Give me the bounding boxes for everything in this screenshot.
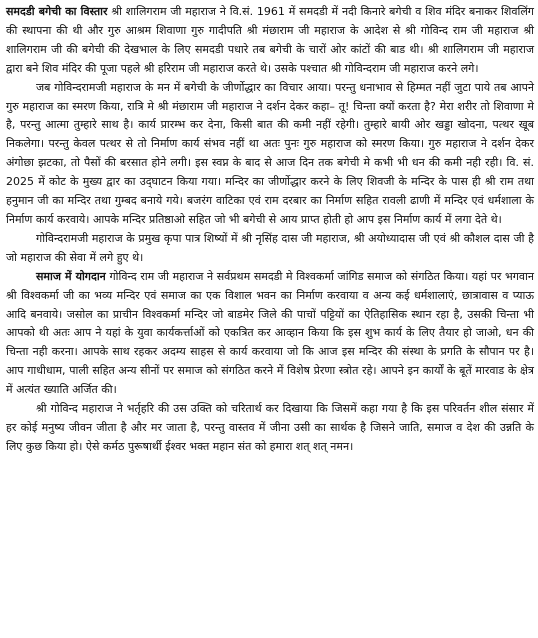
- section-heading-bagechi-vistar: समदडी बगेची का विस्तार: [6, 5, 108, 18]
- section-heading-samaj-yogdan: समाज में योगदान: [36, 269, 106, 283]
- paragraph-text: गोविन्दरामजी महाराज के प्रमुख कृपा पात्र शिष्यों में श्री नृसिंह दास जी महाराज, श्री अयोध्यादास जी एवं श्री कौशल दास जी है जो महाराज की सेवा में लगे हुए थे।: [6, 231, 534, 264]
- paragraph-jirnoddhar: [6, 79, 534, 230]
- paragraph-bhartrihari: [6, 400, 534, 457]
- paragraph-samaj-yogdan: [6, 268, 534, 400]
- paragraph-text: श्री गोविन्द महाराज ने भर्तृहरि की उस उक्ति को चरितार्थ कर दिखाया कि जिसमें कहा गया है कि इस परिवर्तन शील संसार में हर कोई मनुष्य जीवन जीता है और मर जाता है, परन्तु वास्तव में जीना उसी का सार्थक है जिसने जाति, समाज व देश की उन्नति के लिए कुछ किया हो। ऐसे कर्मठ पुरूषार्थी ईश्वर भक्त महान संत को हमारा शत् शत् नमन।: [6, 402, 534, 453]
- paragraph-text: श्री शालिगराम जी महाराज ने वि.सं. 1961 में समदडी में नदी किनारे बगेची व शिव मंदिर बनाकर शिवलिंग की स्थापना की थी और गुरु आश्रम शिवाणा गुरु गादीपति श्री मंछाराम जी महाराज के आदेश से श्री गोविन्द राम जी महाराज श्री शालिगराम जी की बगेची की देखभाल के लिए समदडी पधारे तब बगेची के चारों ओर कांटों की बाड थी। श्री शालिगराम जी महाराज द्वारा बने शिव मंदिर की पूजा पहले श्री हरिराम जी महाराज करते थे। उसके पश्चात श्री गोविन्दराम जी महाराज करने लगे।: [6, 5, 534, 75]
- paragraph-samdadi-bagechi: [6, 3, 534, 79]
- paragraph-text: गोविन्द राम जी महाराज ने सर्वप्रथम समदडी मे विश्वकर्मा जांगिड समाज को संगठित किया। यहां पर भगवान श्री विश्वकर्मा जी का भव्य मन्दिर एवं समाज का एक विशाल भवन का निर्माण करवाया व अन्य कई धर्मशालाएं, छात्रावास व प्याऊ आदि बनवाये। जसोल का प्राचीन विश्वकर्मा मन्दिर जो बाडमेर जिले की पाचों पट्टियों का ऐतिहासिक स्थान रहा है, उसकी चिन्ता भी आपको थी अतः आप ने यहां के युवा कार्यकर्त्ताओं को एकत्रित कर आव्हान किया कि इस शुभ कार्य के लिए तैयार हो जाओ, धन की चिन्ता नही करना। आपके साथ रहकर अदम्य साहस से कार्य करवाया जो कि आज इस मन्दिर की संस्था के प्रगति के सौपान पर है। आप गाधीधाम, पाली सहित अन्य सीनों पर समाज को संगठित करने में विशेष प्रेरणा स्त्रोत रहे। आपने इन कार्यों के बूतें मारवाड के क्षेत्र में अत्यंत ख्याति अर्जित की।: [6, 269, 534, 397]
- paragraph-text: जब गोविन्दरामजी महाराज के मन में बगेची के जीर्णोद्धार का विचार आया। परन्तु धनाभाव से हिम्मत नहीं जुटा पाये तब आपने गुरु महाराज का स्मरण किया, रात्रि मे श्री मंछाराम जी महाराज ने दर्शन देकर कहा– तू! चिन्ता क्यों करता है? मेरा शरीर तो शिवाणा मे है, परन्तु आत्मा तुम्हारे साथ है। कार्य प्रारम्भ कर देना, किसी बात की कमी नहीं रहेगी। तुम्हारे बायी ओर खड्डा खोदना, पत्थर खूब निकलेगा। परन्तु केवल पत्थर से तो निर्माण कार्य संभव नहीं था अतः पुनः गुरु महाराज को स्मरण किया। गुरु महाराज ने दर्शन देकर अंगोछा झटका, तो पैसों की बरसात होने लगी। इस स्वप्न के बाद से आज दिन तक बगेची मे कभी भी धन की कमी नही रही। वि. सं. 2025 में कोट के मुख्य द्वार का उद्‌घाटन किया गया। मन्दिर का जीर्णोद्धार करने के लिए शिवजी के मन्दिर के पास ही श्री राम तथा हनुमान जी का मन्दिर तथा गुम्बद बनाये गये। बजरंग वाटिका एवं राम दरबार का निर्माण सहित रावली ढाणी में मन्दिर एवं धर्मशाला के निर्माण कार्य करवाये। आपके मन्दिर प्रतिष्ठाओ सहित जो भी बगेची से आय प्राप्त होती हो आप इस निर्माण कार्य में लगा देते थे।: [6, 80, 534, 226]
- paragraph-shishya: [6, 230, 534, 268]
